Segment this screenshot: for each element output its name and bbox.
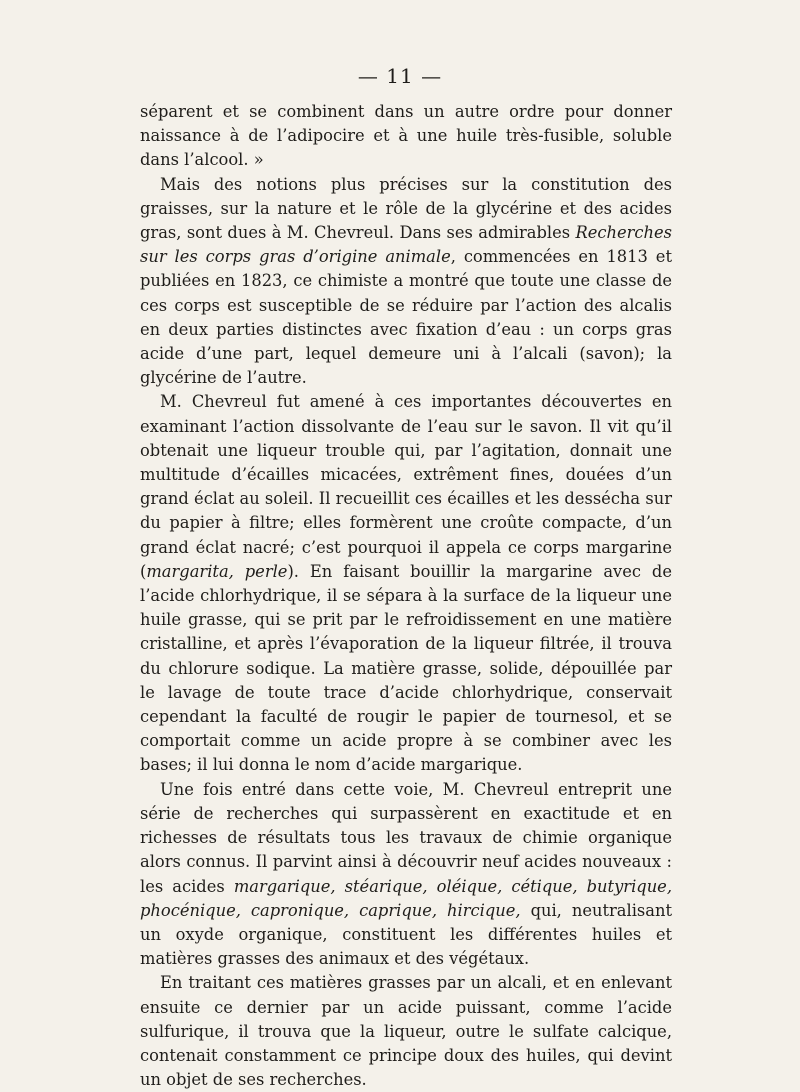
- italic-text: margarique, stéarique, oléique, cétique, butyrique, phocénique, capronique, caprique, hircique,: [140, 876, 672, 920]
- paragraph: [140, 778, 672, 972]
- paragraph: [140, 173, 672, 391]
- text-run: M. Chevreul fut amené à ces importantes découvertes en examinant l’action dissolvante de l’eau sur le savon. Il vit qu’il obtenait une liqueur trouble qui, par l’agitation, donnait une multitude d’écailles micacées, extrêment fines, douées d’un grand éclat au soleil. Il recueillit ces écailles et les dessécha sur du papier à filtre; elles formèrent une croûte compacte, d’un grand éclat nacré; c’est pourquoi il appela ce corps margarine (: [140, 392, 672, 581]
- italic-text: margarita, perle: [146, 561, 288, 581]
- page-number: — 11 —: [357, 64, 443, 88]
- text-run: séparent et se combinent dans un autre ordre pour donner naissance à de l’adipocire et à une huile très-fusible, soluble dans l’alcool. »: [140, 102, 672, 170]
- paragraph: [140, 971, 672, 1092]
- italic-text: Recherches sur les corps gras d’origine animale: [140, 223, 672, 267]
- text-run: En traitant ces matières grasses par un alcali, et en enlevant ensuite ce dernier par un acide puissant, comme l’acide sulfurique, il trouva que la liqueur, outre le sulfate calcique, contenait constamment ce principe doux des huiles, qui devint un objet de ses recherches.: [140, 973, 672, 1090]
- text-run: qui, neutralisant un oxyde organique, constituent les différentes huiles et matières grasses des animaux et des végétaux.: [140, 900, 672, 969]
- body-text: [140, 100, 672, 1092]
- text-run: , commencées en 1813 et publiées en 1823, ce chimiste a montré que toute une classe de ces corps est susceptible de se réduire par l’action des alcalis en deux parties distinctes avec fixation d’eau : un corps gras acide d’une part, lequel demeure uni à l’alcali (savon); la glycérine de l’autre.: [140, 247, 672, 388]
- paragraph: [140, 100, 672, 173]
- text-run: ). En faisant bouillir la margarine avec de l’acide chlorhydrique, il se sépara à la surface de la liqueur une huile grasse, qui se prit par le refroidissement en une matière cristalline, et après l’évaporation de la liqueur filtrée, il trouva du chlorure sodique. La matière grasse, solide, dépouillée par le lavage de toute trace d’acide chlorhydrique, conservait cependant la faculté de rougir le papier de tournesol, et se comportait comme un acide propre à se combiner avec les bases; il lui donna le nom d’acide margarique.: [140, 561, 672, 775]
- text-run: Une fois entré dans cette voie, M. Chevreul entreprit une série de recherches qui surpassèrent en exactitude et en richesses de résultats tous les travaux de chimie organique alors connus. Il parvint ainsi à découvrir neuf acides nouveaux : les acides: [140, 779, 672, 896]
- paragraph: [140, 390, 672, 777]
- text-run: Mais des notions plus précises sur la constitution des graisses, sur la nature et le rôle de la glycérine et des acides gras, sont dues à M. Chevreul. Dans ses admirables: [140, 174, 672, 243]
